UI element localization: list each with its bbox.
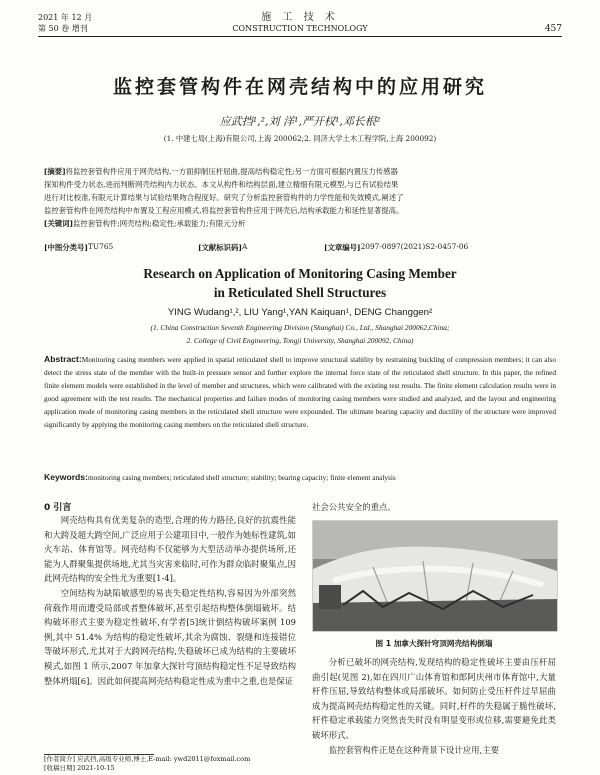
issue-volume: 第 50 卷 增刊 xyxy=(38,24,88,33)
affiliation-cn: (1. 中建七局(上海)有限公司,上海 200062;2. 同济大学土木工程学院,上海 200092) xyxy=(163,134,437,143)
affiliation-en-line: 2. College of Civil Engineering, Tongji University, Shanghai 200092, China) xyxy=(186,336,414,345)
received-date: [收稿日期] 2021-10-15 xyxy=(44,764,115,772)
article-no-label: [文章编号] xyxy=(324,243,361,252)
body-paragraph: 空间结构为缺陷敏感型的易丧失稳定性结构,容易因为外部突然荷载作用而遭受局部或者整体破坏,甚至引起结构整体倒塌破坏。结构破坏形式主要为稳定性破坏,有学者[5]统计倒结构破坏案例 109 例,其中 51.4% 为结构的稳定性破坏,其余为腐蚀、裂缝和连接错位等破坏形式,尤其对于大跨网壳结构,失稳破坏已成为结构的主要破坏模式,如图 1 所示,2007 年加拿大探针穹顶结构稳定性不足导致结构整体坍塌[6]。因此如何提高网壳结构稳定性成为重中之重,也是保证 xyxy=(44,587,296,686)
abstract-cn-label: [摘要] xyxy=(44,167,66,176)
keywords-en-label: Keywords: xyxy=(44,472,88,482)
article-no-value: 2097-0897(2021)S2-0457-06 xyxy=(360,242,469,251)
page-number: 457 xyxy=(544,24,562,34)
paper-title-en xyxy=(0,264,600,302)
journal-name-cn: 施 工 技 术 xyxy=(261,12,339,23)
body-right-top xyxy=(312,500,556,515)
class-label: [中图分类号] xyxy=(44,243,88,252)
abstract-cn-line: 进行对比校准,有限元计算结果与试验结果吻合程度好。研究了分析监控套管构件的力学性能和失效模式,阐述了 xyxy=(44,193,404,202)
keywords-cn-label: [关键词] xyxy=(44,219,73,228)
affiliation-en-line: (1. China Construction Seventh Engineering Division (Shanghai) Co., Ltd., Shanghai 200062,China; xyxy=(150,323,450,332)
journal-name-en: CONSTRUCTION TECHNOLOGY xyxy=(232,24,368,33)
abstract-cn-line: 将监控套管构件应用于网壳结构,一方面抑制压杆屈曲,提高结构稳定性;另一方面可根据内置压力传感器 xyxy=(65,167,398,176)
abstract-cn-line: 探知构件受力状态,进而判断网壳结构内力状态。本文从构件和结构层面,建立精细有限元模型,与已有试验结果 xyxy=(44,180,399,189)
keywords-cn: 监控套管构件;网壳结构;稳定性;承载能力;有限元分析 xyxy=(72,219,246,228)
authors-en: YING Wudang¹,², LIU Yang¹,YAN Kaiquan¹, DENG Changgen² xyxy=(167,307,433,318)
abstract-cn xyxy=(44,165,556,230)
abstract-cn-line: 监控套管构件在网壳结构中布置及工程应用模式,将监控套管构件应用于网壳后,结构承载能力和延性显著提高。 xyxy=(44,206,404,215)
abstract-en-label: Abstract: xyxy=(44,354,82,364)
keywords-en xyxy=(44,472,556,482)
paper-title-en-line: Research on Application of Monitoring Casing Member xyxy=(143,266,457,281)
body-right-column xyxy=(312,655,556,757)
keywords-en-text: monitoring casing members; reticulated shell structure; stability; bearing capacity; finite element analysis xyxy=(87,473,396,482)
author-bio: [作者简介] 应武挡,高级专业师,博士,E-mail: ywd2011@foxmail.com xyxy=(44,755,251,763)
body-paragraph: 网壳结构具有优美复杂的造型,合理的传力路径,良好的抗震性能和大跨及超大跨空间,广泛应用于公建项目中,一般作为她标性建筑,如火车站、体育馆等。网壳结构不仅能够为大型活动举办提供场所,还能为人群聚集提供场地,尤其当灾害来临时,可作为群众临时聚集点,因此网壳结构的安全性尤为重要[1-4]。 xyxy=(44,515,296,584)
figure-1-caption: 图 1 加拿大探针穹顶网壳结构倒塌 xyxy=(375,639,493,648)
class-value: TU765 xyxy=(87,242,114,251)
body-left-column xyxy=(44,513,296,688)
body-paragraph: 社会公共安全的重点。 xyxy=(312,502,396,512)
doc-code-value: A xyxy=(241,242,248,251)
abstract-en xyxy=(44,353,556,431)
paper-title-cn: 监控套管构件在网壳结构中的应用研究 xyxy=(112,76,487,98)
paper-title-en-line: in Reticulated Shell Structures xyxy=(213,285,387,300)
section-heading-intro: 0 引言 xyxy=(44,503,72,513)
body-paragraph: 分析已破坏的网壳结构,发现结构的稳定性破坏主要由压杆屈曲引起(见图 2),如在四川广山体育馆和郎阿庆州市体育馆中,大量杆件压屈,导致结构整体或局部破坏。如何防止受压杆件过早屈曲成为提高网壳结构稳定性的关键。同时,杆件的失稳属于脆性破坏,杆件稳定承载能力突然丧失时没有明显变形或位移,需要避免此类破坏形式。 xyxy=(312,657,556,740)
figure-1-photo xyxy=(312,520,558,632)
footnote xyxy=(44,755,304,773)
journal-name xyxy=(38,12,562,34)
abstract-en-text: Monitoring casing members were applied in spatial reticulated shell to improve structural stability by restraining buckling of compression members; it can also detect the stress state of the member with the built-in pressure sensor and further explore the internal force state of the reticulated shell structure. In this paper, the refined finite element models were established in the level of member and structures, which were calibrated with the existing test results. The finite element calculation results were in good agreement with the test results. The mechanical properties and failure modes of monitoring casing members were studied and analyzed, and the layout and engineering application mode of monitoring casing members in the reticulated shell structure were expounded. The ultimate bearing capacity and ductility of the structure were improved significantly by applying the monitoring casing members on the reticulated shell structure. xyxy=(44,355,556,429)
doc-code-label: [文献标识码] xyxy=(198,243,242,252)
authors-cn: 应武挡¹,²,刘 洋¹,严开权¹,邓长根² xyxy=(219,115,381,128)
collapsed-dome-photo xyxy=(313,521,557,631)
issue-date: 2021 年 12 月 xyxy=(38,13,93,22)
header-rule xyxy=(38,36,562,37)
body-paragraph: 监控套管构件正是在这种背景下设计应用,主要 xyxy=(328,744,499,755)
